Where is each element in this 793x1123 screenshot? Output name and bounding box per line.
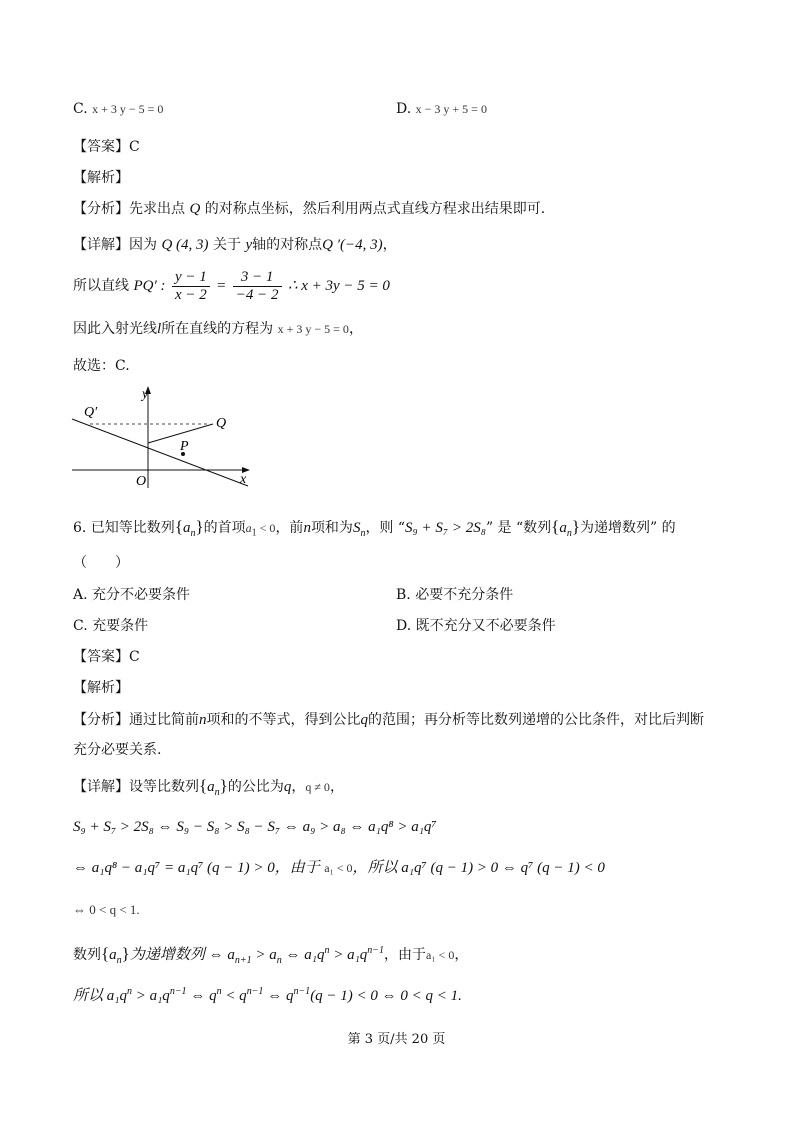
derivation-4: 数列$\{a_n\}$为递增数列 ⇔ $a_{n+1} > a_n$ ⇔ $a_1q^n > a_1q^{n-1}$，由于a₁ < 0，: [73, 944, 469, 966]
label-x: x: [240, 472, 247, 487]
select-line-1: 故选：C.: [73, 358, 130, 374]
label-p: P: [180, 439, 189, 454]
derivation-3: ⇔ 0 < q < 1.: [73, 902, 140, 917]
xiangjie-line-2: 【详解】设等比数列$\{a_n\}$的公比为q，q ≠ 0，: [73, 776, 344, 798]
label-q: Q: [216, 416, 227, 431]
fenxi-line-1: 【分析】先求出点 Q 的对称点坐标，然后利用两点式直线方程求出结果即可.: [73, 201, 546, 217]
incident-line: 因此入射光线l所在直线的方程为 x + 3 y − 5 = 0，: [73, 321, 363, 337]
answer-line-1: 【答案】C: [73, 139, 140, 155]
answer-line-2: 【答案】C: [73, 649, 140, 665]
jiexi-heading-2: 【解析】: [73, 680, 129, 696]
question-6-paren: （ ）: [73, 555, 129, 571]
page-footer: 第 3 页/共 20 页: [347, 1032, 446, 1047]
derivation-5: 所以 $a_1q^n > a_1q^{n-1}$ ⇔ $q^n < q^{n-1}$ ⇔ $q^{n-1}(q - 1) < 0$ ⇔ 0 < q < 1.: [73, 986, 462, 1004]
fenxi-line-2: 【分析】通过比简前n项和的不等式，得到公比q的范围；再分析等比数列递增的公比条件，对比后判断: [73, 712, 704, 728]
option-d-formula: x − 3 y + 5 = 0: [415, 102, 487, 116]
fenxi-line-2b: 充分必要关系.: [73, 742, 162, 758]
label-q-prime: Q′: [84, 405, 98, 420]
fraction-1: $\frac{y - 1}{x - 2}$: [172, 269, 210, 304]
q6-option-c: C. 充要条件: [73, 618, 149, 634]
option-d: D. x − 3 y + 5 = 0: [396, 101, 487, 117]
question-6: 6. 已知等比数列$\{a_n\}$的首项$a_1 < 0$，前n项和为$S_n$，则 “S₉ + S₇ > 2S₈” 是 “数列$\{a_n\}$为递增数列” 的: [73, 517, 676, 539]
derivation-1: S₉ + S₇ > 2S₈ ⇔ S₉ − S₈ > S₈ − S₇ ⇔ a₉ > a₈ ⇔ a₁q⁸ > a₁q⁷: [73, 819, 437, 835]
label-y: y: [142, 387, 149, 402]
reflection-figure: [68, 384, 268, 494]
jiexi-heading-1: 【解析】: [73, 170, 129, 186]
option-c-formula: x + 3 y − 5 = 0: [92, 102, 164, 116]
q6-option-a: A. 充分不必要条件: [73, 587, 191, 603]
option-c: C. x + 3 y − 5 = 0: [73, 101, 164, 117]
xiangjie-line-1: 【详解】因为 Q (4, 3) 关于 y轴的对称点Q ′(−4, 3)，: [73, 237, 397, 253]
line-pq-equation: 所以直线 PQ′ : $\frac{y - 1}{x - 2}$ = $\frac{3 - 1}{-4 - 2}$ ∴ x + 3y − 5 = 0: [73, 268, 390, 303]
derivation-2: ⇔ a₁q⁸ − a₁q⁷ = a₁q⁷ (q − 1) > 0，由于 a₁ < 0，所以 a₁q⁷ (q − 1) > 0 ⇔ q⁷ (q − 1) < 0: [73, 860, 605, 876]
label-o: O: [136, 474, 147, 489]
fraction-2: $\frac{3 - 1}{-4 - 2}$: [233, 269, 282, 304]
q6-option-b: B. 必要不充分条件: [396, 587, 514, 603]
q6-option-d: D. 既不充分又不必要条件: [396, 618, 556, 634]
